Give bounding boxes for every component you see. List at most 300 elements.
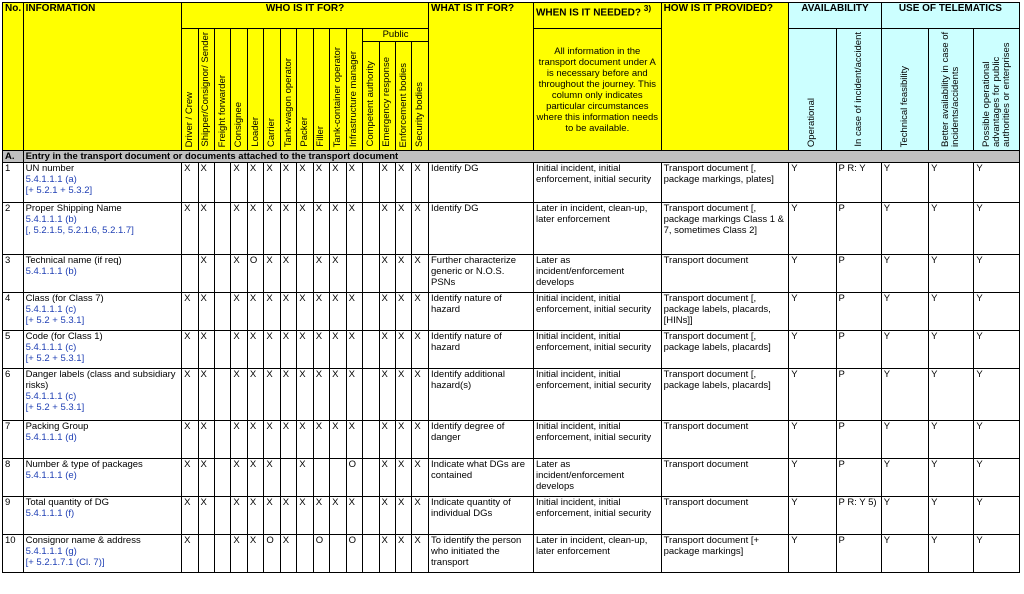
who-mark	[330, 459, 346, 497]
availability-operational: Y	[789, 459, 836, 497]
who-mark	[346, 255, 362, 293]
who-mark: X	[346, 163, 362, 203]
table-row	[3, 459, 1020, 497]
who-mark	[363, 459, 379, 497]
when-needed: Later as incident/enforcement develops	[533, 459, 661, 497]
availability-incident: P	[836, 331, 881, 369]
who-mark: O	[346, 459, 362, 497]
information-name: Packing Group	[25, 421, 89, 432]
who-mark: X	[412, 203, 429, 255]
what-for: Indicate what DGs are contained	[429, 459, 534, 497]
row-information	[23, 459, 181, 497]
who-mark: X	[264, 369, 280, 421]
how-provided: Transport document [, package labels, placards, [HINs]]	[661, 293, 789, 331]
who-mark: X	[247, 203, 263, 255]
who-mark: O	[247, 255, 263, 293]
who-mark: X	[247, 163, 263, 203]
availability-col-incident: In case of incident/accident	[852, 32, 864, 147]
who-mark: X	[330, 163, 346, 203]
who-mark: X	[231, 163, 247, 203]
row-information	[23, 163, 181, 203]
who-mark: X	[231, 331, 247, 369]
who-mark: X	[395, 497, 411, 535]
who-mark: X	[330, 369, 346, 421]
who-mark: X	[198, 497, 214, 535]
who-mark: X	[182, 331, 198, 369]
who-col-1: Driver / Crew	[183, 91, 195, 147]
who-mark: X	[313, 203, 329, 255]
telematics-feasibility: Y	[881, 369, 928, 421]
row-number: 10	[3, 535, 24, 573]
telematics-feasibility: Y	[881, 497, 928, 535]
regulation-reference: [, 5.2.1.5, 5.2.1.6, 5.2.1.7]	[25, 225, 134, 236]
who-mark	[280, 459, 296, 497]
regulation-reference: 5.4.1.1.1 (a)	[25, 174, 77, 185]
who-col-6: Carrier	[266, 117, 278, 147]
dg-information-table	[2, 2, 1020, 573]
dg-information-table-page	[2, 2, 1022, 590]
table-row	[3, 369, 1020, 421]
who-mark: X	[280, 369, 296, 421]
who-col-15: Security bodies	[414, 82, 426, 147]
header-telematics: USE OF TELEMATICS	[881, 3, 1019, 29]
availability-incident: P	[836, 203, 881, 255]
who-mark: X	[412, 535, 429, 573]
who-mark: X	[297, 459, 313, 497]
who-mark	[214, 203, 230, 255]
row-information	[23, 255, 181, 293]
how-provided: Transport document	[661, 255, 789, 293]
regulation-reference: [+ 5.2 + 5.3.1]	[25, 402, 85, 413]
who-mark: X	[330, 255, 346, 293]
who-mark	[198, 535, 214, 573]
what-for: Identify additional hazard(s)	[429, 369, 534, 421]
who-mark	[214, 331, 230, 369]
who-mark: X	[297, 331, 313, 369]
row-number: 1	[3, 163, 24, 203]
who-mark: X	[280, 293, 296, 331]
who-mark: X	[379, 369, 395, 421]
regulation-reference: 5.4.1.1.1 (b)	[25, 214, 77, 225]
who-mark: X	[313, 331, 329, 369]
who-mark	[363, 163, 379, 203]
what-for: Indicate quantity of individual DGs	[429, 497, 534, 535]
who-mark: X	[182, 163, 198, 203]
who-mark: X	[379, 331, 395, 369]
who-mark: X	[412, 459, 429, 497]
who-mark: O	[313, 535, 329, 573]
who-mark: X	[264, 163, 280, 203]
who-mark: X	[264, 331, 280, 369]
who-mark: X	[412, 255, 429, 293]
who-col-7: Tank-wagon operator	[282, 57, 294, 147]
who-mark: X	[346, 421, 362, 459]
row-number: 6	[3, 369, 24, 421]
telematics-advantages: Y	[974, 331, 1020, 369]
who-mark	[330, 535, 346, 573]
who-mark	[214, 497, 230, 535]
who-mark: X	[330, 331, 346, 369]
information-name: Class (for Class 7)	[25, 293, 104, 304]
regulation-reference: 5.4.1.1.1 (e)	[25, 470, 77, 481]
telematics-advantages: Y	[974, 203, 1020, 255]
telematics-advantages: Y	[974, 369, 1020, 421]
telematics-feasibility: Y	[881, 203, 928, 255]
what-for: Identify nature of hazard	[429, 331, 534, 369]
who-col-8: Packer	[298, 117, 310, 147]
section-title: Entry in the transport document or documents attached to the transport document	[23, 151, 1019, 163]
who-mark: X	[247, 535, 263, 573]
telematics-col-availability: Better availability in case of incidents/accidents	[940, 31, 962, 147]
who-mark: X	[198, 203, 214, 255]
availability-operational: Y	[789, 331, 836, 369]
who-col-3: Freight forwarder	[216, 74, 228, 147]
telematics-feasibility: Y	[881, 293, 928, 331]
when-needed: Later in incident, clean-up, later enforcement	[533, 535, 661, 573]
information-name: UN number	[25, 163, 75, 174]
telematics-better-availability: Y	[929, 369, 974, 421]
when-needed: Initial incident, initial enforcement, initial security	[533, 369, 661, 421]
telematics-advantages: Y	[974, 497, 1020, 535]
when-needed: Initial incident, initial enforcement, initial security	[533, 293, 661, 331]
telematics-advantages: Y	[974, 293, 1020, 331]
row-number: 3	[3, 255, 24, 293]
who-mark: X	[297, 421, 313, 459]
what-for: Identify DG	[429, 163, 534, 203]
how-provided: Transport document	[661, 421, 789, 459]
availability-operational: Y	[789, 163, 836, 203]
who-mark	[214, 163, 230, 203]
who-mark: X	[297, 293, 313, 331]
who-mark: X	[247, 421, 263, 459]
who-mark: X	[198, 331, 214, 369]
information-name: Danger labels (class and subsidiary risks)	[25, 369, 176, 391]
who-mark: X	[198, 293, 214, 331]
who-mark: X	[379, 459, 395, 497]
who-mark: X	[379, 293, 395, 331]
who-mark: X	[231, 497, 247, 535]
availability-col-operational: Operational	[806, 97, 818, 147]
who-mark: X	[264, 255, 280, 293]
table-row	[3, 293, 1020, 331]
who-mark: X	[379, 163, 395, 203]
who-mark: X	[313, 293, 329, 331]
header-who: WHO IS IT FOR?	[182, 3, 429, 29]
who-mark: X	[264, 293, 280, 331]
who-col-14: Enforcement bodies	[397, 62, 409, 147]
how-provided: Transport document [, package labels, placards]	[661, 331, 789, 369]
who-mark	[297, 535, 313, 573]
who-mark: X	[313, 255, 329, 293]
telematics-col-advantages: Possible operational advantages for public authorities or enterprises	[980, 42, 1012, 147]
availability-operational: Y	[789, 293, 836, 331]
when-needed: Initial incident, initial enforcement, initial security	[533, 331, 661, 369]
availability-incident: P	[836, 535, 881, 573]
telematics-better-availability: Y	[929, 421, 974, 459]
who-mark: X	[182, 203, 198, 255]
who-mark: X	[379, 255, 395, 293]
who-mark: X	[280, 163, 296, 203]
who-mark	[363, 293, 379, 331]
telematics-better-availability: Y	[929, 203, 974, 255]
who-mark: X	[182, 459, 198, 497]
who-mark: X	[198, 163, 214, 203]
availability-incident: P	[836, 369, 881, 421]
who-mark: X	[379, 497, 395, 535]
how-provided: Transport document	[661, 459, 789, 497]
when-needed: Later as incident/enforcement develops	[533, 255, 661, 293]
who-mark: X	[412, 369, 429, 421]
who-mark	[214, 293, 230, 331]
who-mark: X	[182, 369, 198, 421]
who-mark: X	[264, 459, 280, 497]
who-mark: X	[247, 293, 263, 331]
what-for: To identify the person who initiated the transport	[429, 535, 534, 573]
row-number: 9	[3, 497, 24, 535]
telematics-better-availability: Y	[929, 459, 974, 497]
what-for: Further characterize generic or N.O.S. PSNs	[429, 255, 534, 293]
table-row	[3, 203, 1020, 255]
who-mark: X	[182, 535, 198, 573]
availability-operational: Y	[789, 369, 836, 421]
header-what: WHAT IS IT FOR?	[429, 3, 534, 151]
regulation-reference: 5.4.1.1.1 (f)	[25, 508, 75, 519]
telematics-advantages: Y	[974, 421, 1020, 459]
who-mark: X	[198, 369, 214, 421]
who-mark: X	[330, 293, 346, 331]
telematics-feasibility: Y	[881, 163, 928, 203]
telematics-advantages: Y	[974, 255, 1020, 293]
who-mark: X	[280, 535, 296, 573]
who-mark: X	[182, 293, 198, 331]
table-row	[3, 331, 1020, 369]
header-when: WHEN IS IT NEEDED? $^{3)}$	[533, 3, 661, 29]
telematics-advantages: Y	[974, 163, 1020, 203]
who-mark: X	[346, 203, 362, 255]
section-letter: A.	[3, 151, 24, 163]
who-mark: X	[313, 163, 329, 203]
who-mark: X	[280, 331, 296, 369]
who-mark: X	[395, 369, 411, 421]
who-mark: X	[395, 459, 411, 497]
who-mark: X	[231, 203, 247, 255]
when-needed: Initial incident, initial enforcement, initial security	[533, 163, 661, 203]
who-mark: X	[313, 369, 329, 421]
who-mark: X	[412, 497, 429, 535]
who-mark: X	[330, 497, 346, 535]
who-mark: X	[379, 421, 395, 459]
who-mark: X	[198, 421, 214, 459]
table-row	[3, 163, 1020, 203]
who-col-12: Competent authority	[364, 61, 376, 147]
who-mark	[182, 255, 198, 293]
regulation-reference: [+ 5.2.1.7.1 (Cl. 7)]	[25, 557, 105, 568]
who-mark: X	[395, 421, 411, 459]
who-mark: X	[297, 369, 313, 421]
who-mark: X	[280, 203, 296, 255]
who-mark: X	[346, 293, 362, 331]
telematics-better-availability: Y	[929, 163, 974, 203]
regulation-reference: 5.4.1.1.1 (c)	[25, 304, 77, 315]
who-mark	[214, 459, 230, 497]
how-provided: Transport document	[661, 497, 789, 535]
regulation-reference: 5.4.1.1.1 (g)	[25, 546, 77, 557]
who-mark	[214, 369, 230, 421]
telematics-feasibility: Y	[881, 331, 928, 369]
telematics-advantages: Y	[974, 535, 1020, 573]
who-mark: X	[231, 255, 247, 293]
header-no: No.	[3, 3, 24, 151]
availability-operational: Y	[789, 255, 836, 293]
who-mark	[363, 331, 379, 369]
row-information	[23, 293, 181, 331]
who-mark: X	[297, 203, 313, 255]
who-mark: X	[412, 421, 429, 459]
information-name: Code (for Class 1)	[25, 331, 103, 342]
who-mark	[297, 255, 313, 293]
what-for: Identify nature of hazard	[429, 293, 534, 331]
who-mark: X	[395, 293, 411, 331]
availability-incident: P	[836, 459, 881, 497]
what-for: Identify degree of danger	[429, 421, 534, 459]
who-mark: X	[297, 163, 313, 203]
who-col-5: Loader	[249, 117, 261, 147]
who-mark: X	[297, 497, 313, 535]
who-mark: X	[247, 369, 263, 421]
when-needed: Initial incident, initial enforcement, initial security	[533, 497, 661, 535]
regulation-reference: 5.4.1.1.1 (b)	[25, 266, 77, 277]
row-information	[23, 331, 181, 369]
availability-incident: P R: Y 5)	[836, 497, 881, 535]
who-col-10: Tank-container operator	[331, 46, 343, 147]
who-mark: X	[280, 497, 296, 535]
who-mark: X	[280, 255, 296, 293]
row-number: 7	[3, 421, 24, 459]
who-mark	[363, 255, 379, 293]
row-information	[23, 421, 181, 459]
table-row	[3, 497, 1020, 535]
telematics-feasibility: Y	[881, 535, 928, 573]
who-mark: X	[313, 421, 329, 459]
who-mark: X	[182, 421, 198, 459]
who-mark: O	[264, 535, 280, 573]
who-mark	[363, 497, 379, 535]
who-mark: X	[395, 331, 411, 369]
information-name: Proper Shipping Name	[25, 203, 122, 214]
how-provided: Transport document [+ package markings]	[661, 535, 789, 573]
row-number: 5	[3, 331, 24, 369]
who-mark: X	[231, 369, 247, 421]
who-col-9: Filler	[315, 126, 327, 147]
who-mark: X	[231, 293, 247, 331]
header-how: HOW IS IT PROVIDED?	[661, 3, 789, 151]
availability-incident: P R: Y	[836, 163, 881, 203]
table-row	[3, 255, 1020, 293]
who-col-13: Emergency response	[381, 57, 393, 147]
who-mark: X	[264, 421, 280, 459]
who-mark: X	[264, 497, 280, 535]
who-mark: X	[346, 369, 362, 421]
who-mark	[363, 203, 379, 255]
telematics-better-availability: Y	[929, 535, 974, 573]
header-availability: AVAILABILITY	[789, 3, 882, 29]
who-mark: X	[247, 497, 263, 535]
telematics-col-feasibility: Technical feasibility	[898, 65, 910, 147]
who-col-11: Infrastructure manager	[348, 50, 360, 147]
header-information: INFORMATION	[23, 3, 181, 151]
when-needed: Later in incident, clean-up, later enforcement	[533, 203, 661, 255]
who-mark: X	[198, 459, 214, 497]
telematics-better-availability: Y	[929, 255, 974, 293]
regulation-reference: [+ 5.2 + 5.3.1]	[25, 353, 85, 364]
row-information	[23, 369, 181, 421]
who-mark: X	[330, 421, 346, 459]
information-name: Technical name (if req)	[25, 255, 122, 266]
row-information	[23, 535, 181, 573]
who-mark: X	[346, 497, 362, 535]
who-mark: X	[231, 459, 247, 497]
who-mark: X	[231, 535, 247, 573]
telematics-feasibility: Y	[881, 255, 928, 293]
who-mark: X	[412, 293, 429, 331]
who-mark	[363, 535, 379, 573]
table-row	[3, 421, 1020, 459]
who-mark: X	[395, 255, 411, 293]
telematics-feasibility: Y	[881, 421, 928, 459]
who-mark: X	[379, 535, 395, 573]
availability-operational: Y	[789, 535, 836, 573]
telematics-better-availability: Y	[929, 293, 974, 331]
who-col-4: Consignee	[233, 101, 245, 147]
row-number: 4	[3, 293, 24, 331]
regulation-reference: 5.4.1.1.1 (d)	[25, 432, 77, 443]
availability-incident: P	[836, 293, 881, 331]
who-mark: X	[313, 497, 329, 535]
availability-incident: P	[836, 255, 881, 293]
row-information	[23, 497, 181, 535]
row-number: 8	[3, 459, 24, 497]
what-for: Identify DG	[429, 203, 534, 255]
information-name: Total quantity of DG	[25, 497, 110, 508]
who-mark: X	[330, 203, 346, 255]
who-mark: X	[231, 421, 247, 459]
how-provided: Transport document [, package markings, plates]	[661, 163, 789, 203]
who-mark: X	[264, 203, 280, 255]
table-row	[3, 535, 1020, 573]
regulation-reference: [+ 5.2 + 5.3.1]	[25, 315, 85, 326]
who-mark: X	[182, 497, 198, 535]
who-mark: X	[280, 421, 296, 459]
availability-incident: P	[836, 421, 881, 459]
telematics-feasibility: Y	[881, 459, 928, 497]
availability-operational: Y	[789, 497, 836, 535]
when-needed-note: All information in the transport document under A is necessary before and throughout the journey. This column only indicates particular circumstances where this information needs to be available.	[533, 29, 661, 151]
when-needed: Initial incident, initial enforcement, initial security	[533, 421, 661, 459]
how-provided: Transport document [, package labels, placards]	[661, 369, 789, 421]
who-mark: X	[412, 331, 429, 369]
public-group-label: Public	[363, 29, 429, 42]
who-col-2: Shipper/Consignor/ Sender	[200, 32, 212, 147]
regulation-reference: 5.4.1.1.1 (c)	[25, 342, 77, 353]
who-mark: X	[247, 331, 263, 369]
regulation-reference: [+ 5.2.1 + 5.3.2]	[25, 185, 93, 196]
who-mark	[363, 421, 379, 459]
who-mark: X	[395, 163, 411, 203]
how-provided: Transport document [, package markings Class 1 & 7, sometimes Class 2]	[661, 203, 789, 255]
row-information	[23, 203, 181, 255]
who-mark: X	[395, 203, 411, 255]
who-mark: O	[346, 535, 362, 573]
